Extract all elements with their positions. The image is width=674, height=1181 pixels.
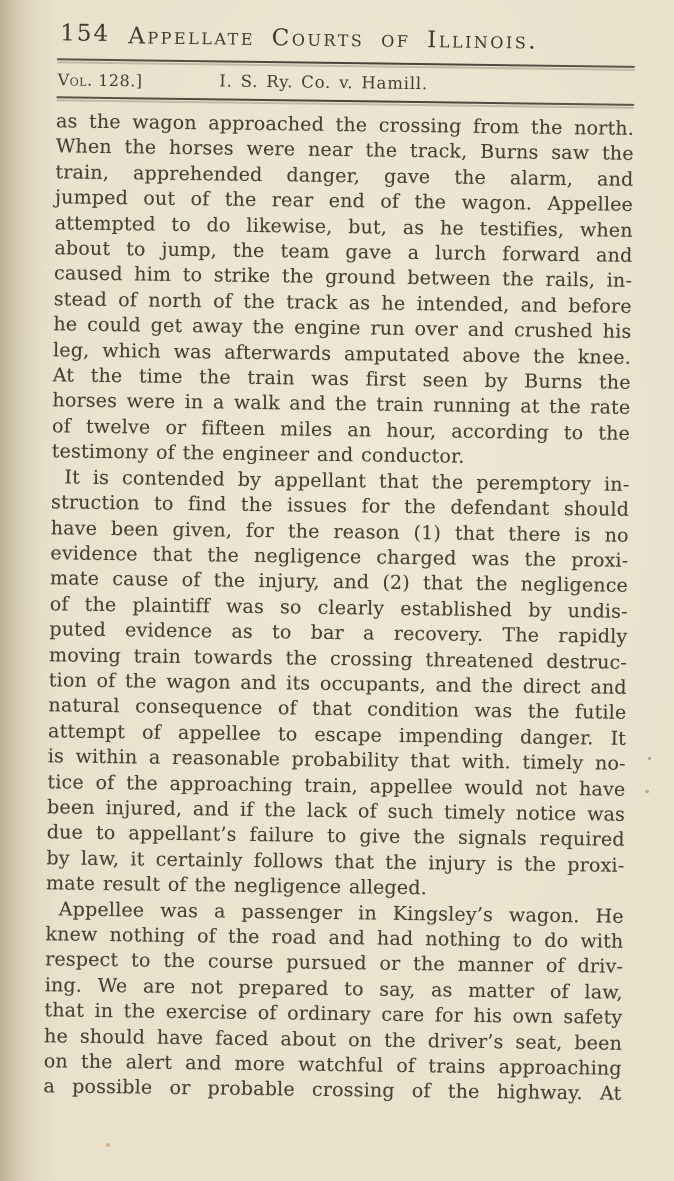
paper-speck	[648, 757, 651, 760]
text-line: mate cause of the injury, and (2) that the negligence	[49, 567, 629, 598]
paper-speck	[106, 1143, 110, 1147]
text-line: It is contended by appellant that the peremptory in-	[64, 466, 630, 496]
text-line: attempt of appellee to escape impending danger. It	[47, 719, 627, 750]
text-line: mate result of the negligence alleged.	[45, 872, 428, 900]
text-line: stead of north of the track as he intended, and before	[53, 288, 632, 318]
page-number: 154	[60, 20, 111, 47]
text-line: Appellee was a passenger in Kingsley’s wagon. He	[58, 897, 624, 928]
text-line: have been given, for the reason (1) that there is no	[50, 516, 629, 547]
text-line: attempted to do likewise, but, as he testifies, when	[54, 211, 633, 242]
text-line: been injured, and if the lack of such timely notice was	[46, 796, 626, 826]
text-line: natural consequence of that condition was the futile	[48, 694, 627, 725]
text-line: leg, which was afterwards amputated above the knee.	[52, 338, 632, 369]
paragraph	[46, 465, 630, 904]
text-line: a possible or probable crossing of the highway. At	[43, 1075, 622, 1106]
text-column	[43, 0, 636, 1106]
text-line: horses were in a walk and the train running at the rate	[52, 389, 631, 420]
paragraph	[52, 109, 635, 472]
text-line: as the wagon approached the crossing from the north.	[55, 110, 635, 140]
text-line: ing. We are not prepared to say, as matter of law,	[44, 974, 623, 1004]
running-title: Appellate Courts of Illinois.	[128, 23, 539, 55]
text-line: of the plaintiff was so clearly established by undis-	[49, 592, 628, 623]
text-line: At the time the train was first seen by Burns the	[52, 364, 631, 394]
text-line: evidence that the negligence charged was the proxi-	[50, 542, 629, 572]
text-line: that in the exercise of ordinary care for his own safety	[44, 999, 623, 1029]
paragraph	[43, 897, 624, 1108]
header-rule-bottom	[56, 96, 634, 106]
text-line: of twelve or fifteen miles an hour, according to the	[51, 415, 631, 445]
text-line: respect to the course pursued or the manner of driv-	[44, 948, 624, 979]
text-line: he could get away the engine run over and crushed his	[53, 313, 632, 344]
text-line: knew nothing of the road and had nothing to do with	[45, 923, 624, 953]
text-line: When the horses were near the track, Burns saw the	[55, 135, 634, 166]
text-line: tion of the wagon and its occupants, and the direct and	[48, 669, 627, 699]
text-line: due to appellant’s failure to give the signals required	[46, 821, 625, 852]
header-rule-top	[57, 58, 635, 68]
text-line: jumped out of the rear end of the wagon. Appellee	[54, 186, 634, 217]
volume-label: Vol. 128.]	[57, 70, 143, 91]
paper-speck	[311, 349, 314, 351]
text-line: puted evidence as to bar a recovery. The rapidly	[49, 618, 628, 648]
text-line: about to jump, the team gave a lurch forward and	[54, 237, 633, 267]
text-line: train, apprehended danger, gave the alarm, and	[55, 161, 634, 191]
text-line: on the alert and more watchful of trains approaching	[43, 1050, 622, 1080]
paper-speck	[645, 790, 649, 793]
opinion-text	[43, 109, 634, 1107]
text-line: tice of the approaching train, appellee would not have	[47, 770, 626, 801]
case-name: I. S. Ry. Co. v. Hamill.	[219, 71, 429, 94]
text-line: struction to find the issues for the defendant should	[50, 491, 630, 521]
text-line: he should have faced about on the driver’s seat, been	[43, 1024, 623, 1055]
text-line: testimony of the engineer and conductor.	[51, 440, 465, 468]
text-line: moving train towards the crossing threatened destruc-	[48, 643, 628, 674]
text-line: by law, it certainly follows that the injury is the proxi-	[46, 847, 625, 877]
text-line: is within a reasonable probability that with. timely no-	[47, 745, 626, 775]
text-line: caused him to strike the ground between the rails, in-	[53, 262, 633, 293]
